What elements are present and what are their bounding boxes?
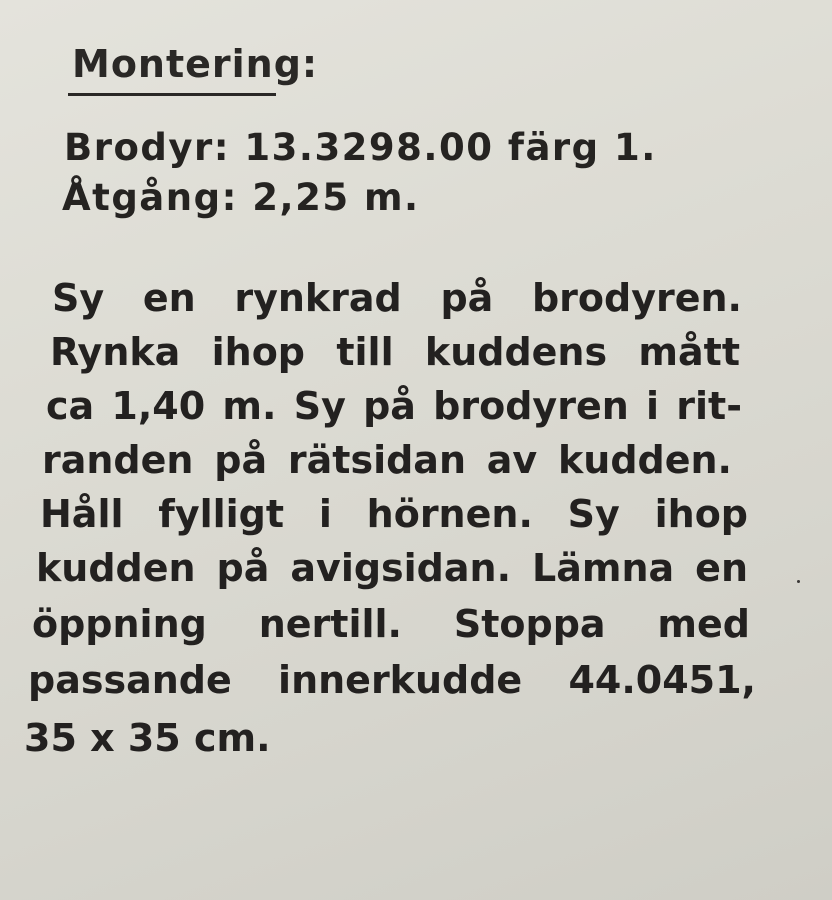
paragraph-line: 35 x 35 cm.	[24, 716, 271, 760]
paragraph-line: Sy en rynkrad på brodyren.	[52, 276, 742, 320]
heading-underline	[68, 93, 276, 96]
paper-speck	[797, 580, 800, 583]
paragraph-line: Håll fylligt i hörnen. Sy ihop	[40, 492, 748, 536]
paragraph-line: Rynka ihop till kuddens mått	[50, 330, 740, 374]
paragraph-line: öppning nertill. Stoppa med	[32, 602, 750, 646]
paragraph-line: passande innerkudde 44.0451,	[28, 658, 756, 702]
spec-line-consumption: Åtgång: 2,25 m.	[62, 176, 420, 219]
paragraph-line: ca 1,40 m. Sy på brodyren i rit-	[46, 384, 742, 428]
paragraph-line: kudden på avigsidan. Lämna en	[36, 546, 748, 590]
section-heading: Montering:	[72, 42, 319, 86]
paragraph-line: randen på rätsidan av kudden.	[42, 438, 732, 482]
spec-line-material: Brodyr: 13.3298.00 färg 1.	[64, 126, 657, 169]
